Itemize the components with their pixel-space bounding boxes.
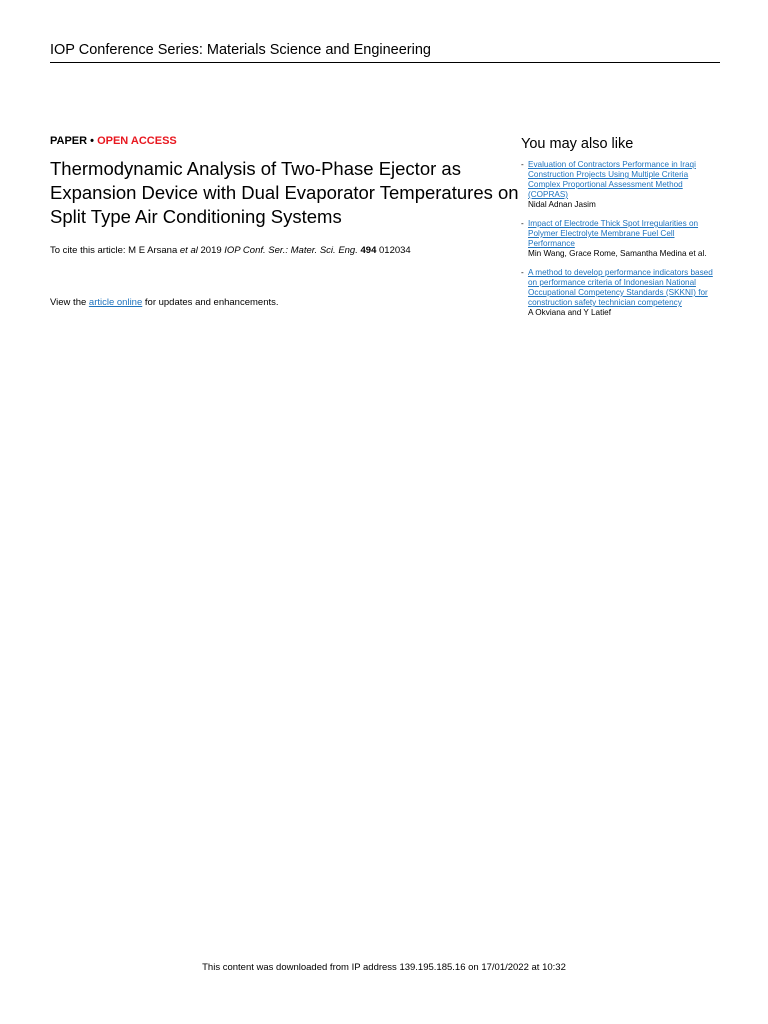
related-articles bbox=[521, 136, 721, 327]
list-dash: - bbox=[521, 268, 524, 277]
related-authors: Nidal Adnan Jasim bbox=[528, 200, 596, 209]
related-title-link[interactable]: Impact of Electrode Thick Spot Irregularities on Polymer Electrolyte Membrane Fuel Cell Performance bbox=[528, 219, 699, 248]
article-online-link[interactable]: article online bbox=[88, 297, 143, 308]
kicker-separator: • bbox=[90, 135, 95, 147]
citation bbox=[50, 245, 520, 256]
list-dash: - bbox=[521, 219, 524, 228]
article-kicker bbox=[50, 135, 520, 147]
related-item bbox=[521, 268, 721, 318]
cite-etal: et al bbox=[179, 245, 198, 256]
list-dash: - bbox=[521, 160, 524, 169]
cite-number: 012034 bbox=[379, 245, 411, 256]
open-access-badge: OPEN ACCESS bbox=[97, 135, 177, 147]
related-title-link[interactable]: Evaluation of Contractors Performance in Iraqi Construction Projects Using Multiple Criteria Complex Proportional Assessment Method (COPRAS) bbox=[528, 160, 696, 199]
related-heading: You may also like bbox=[521, 136, 634, 152]
related-authors: A Okviana and Y Latief bbox=[528, 308, 611, 317]
cite-year: 2019 bbox=[200, 245, 222, 256]
download-notice: This content was downloaded from IP address 139.195.185.16 on 17/01/2022 at 10:32 bbox=[202, 962, 566, 973]
view-suffix: for updates and enhancements. bbox=[144, 297, 279, 308]
related-item bbox=[521, 160, 721, 210]
related-title-link[interactable]: A method to develop performance indicators based on performance criteria of Indonesian National Occupational Competency Standards (SKKNI) for construction safety technician competency bbox=[528, 268, 713, 307]
article-main bbox=[50, 135, 520, 308]
journal-name: IOP Conference Series: Materials Science and Engineering bbox=[50, 42, 431, 58]
related-item bbox=[521, 219, 721, 259]
view-online bbox=[50, 297, 520, 308]
related-authors: Min Wang, Grace Rome, Samantha Medina et al. bbox=[528, 249, 707, 258]
cite-journal: IOP Conf. Ser.: Mater. Sci. Eng. bbox=[224, 245, 358, 256]
cite-prefix: To cite this article: M E Arsana bbox=[50, 245, 178, 256]
article-title: Thermodynamic Analysis of Two-Phase Ejector as Expansion Device with Dual Evaporator Temperatures on Split Type Air Conditioning Systems bbox=[50, 158, 519, 227]
cite-volume: 494 bbox=[360, 245, 377, 256]
view-prefix: View the bbox=[50, 297, 87, 308]
journal-header bbox=[50, 42, 720, 63]
paper-label: PAPER bbox=[50, 135, 88, 147]
